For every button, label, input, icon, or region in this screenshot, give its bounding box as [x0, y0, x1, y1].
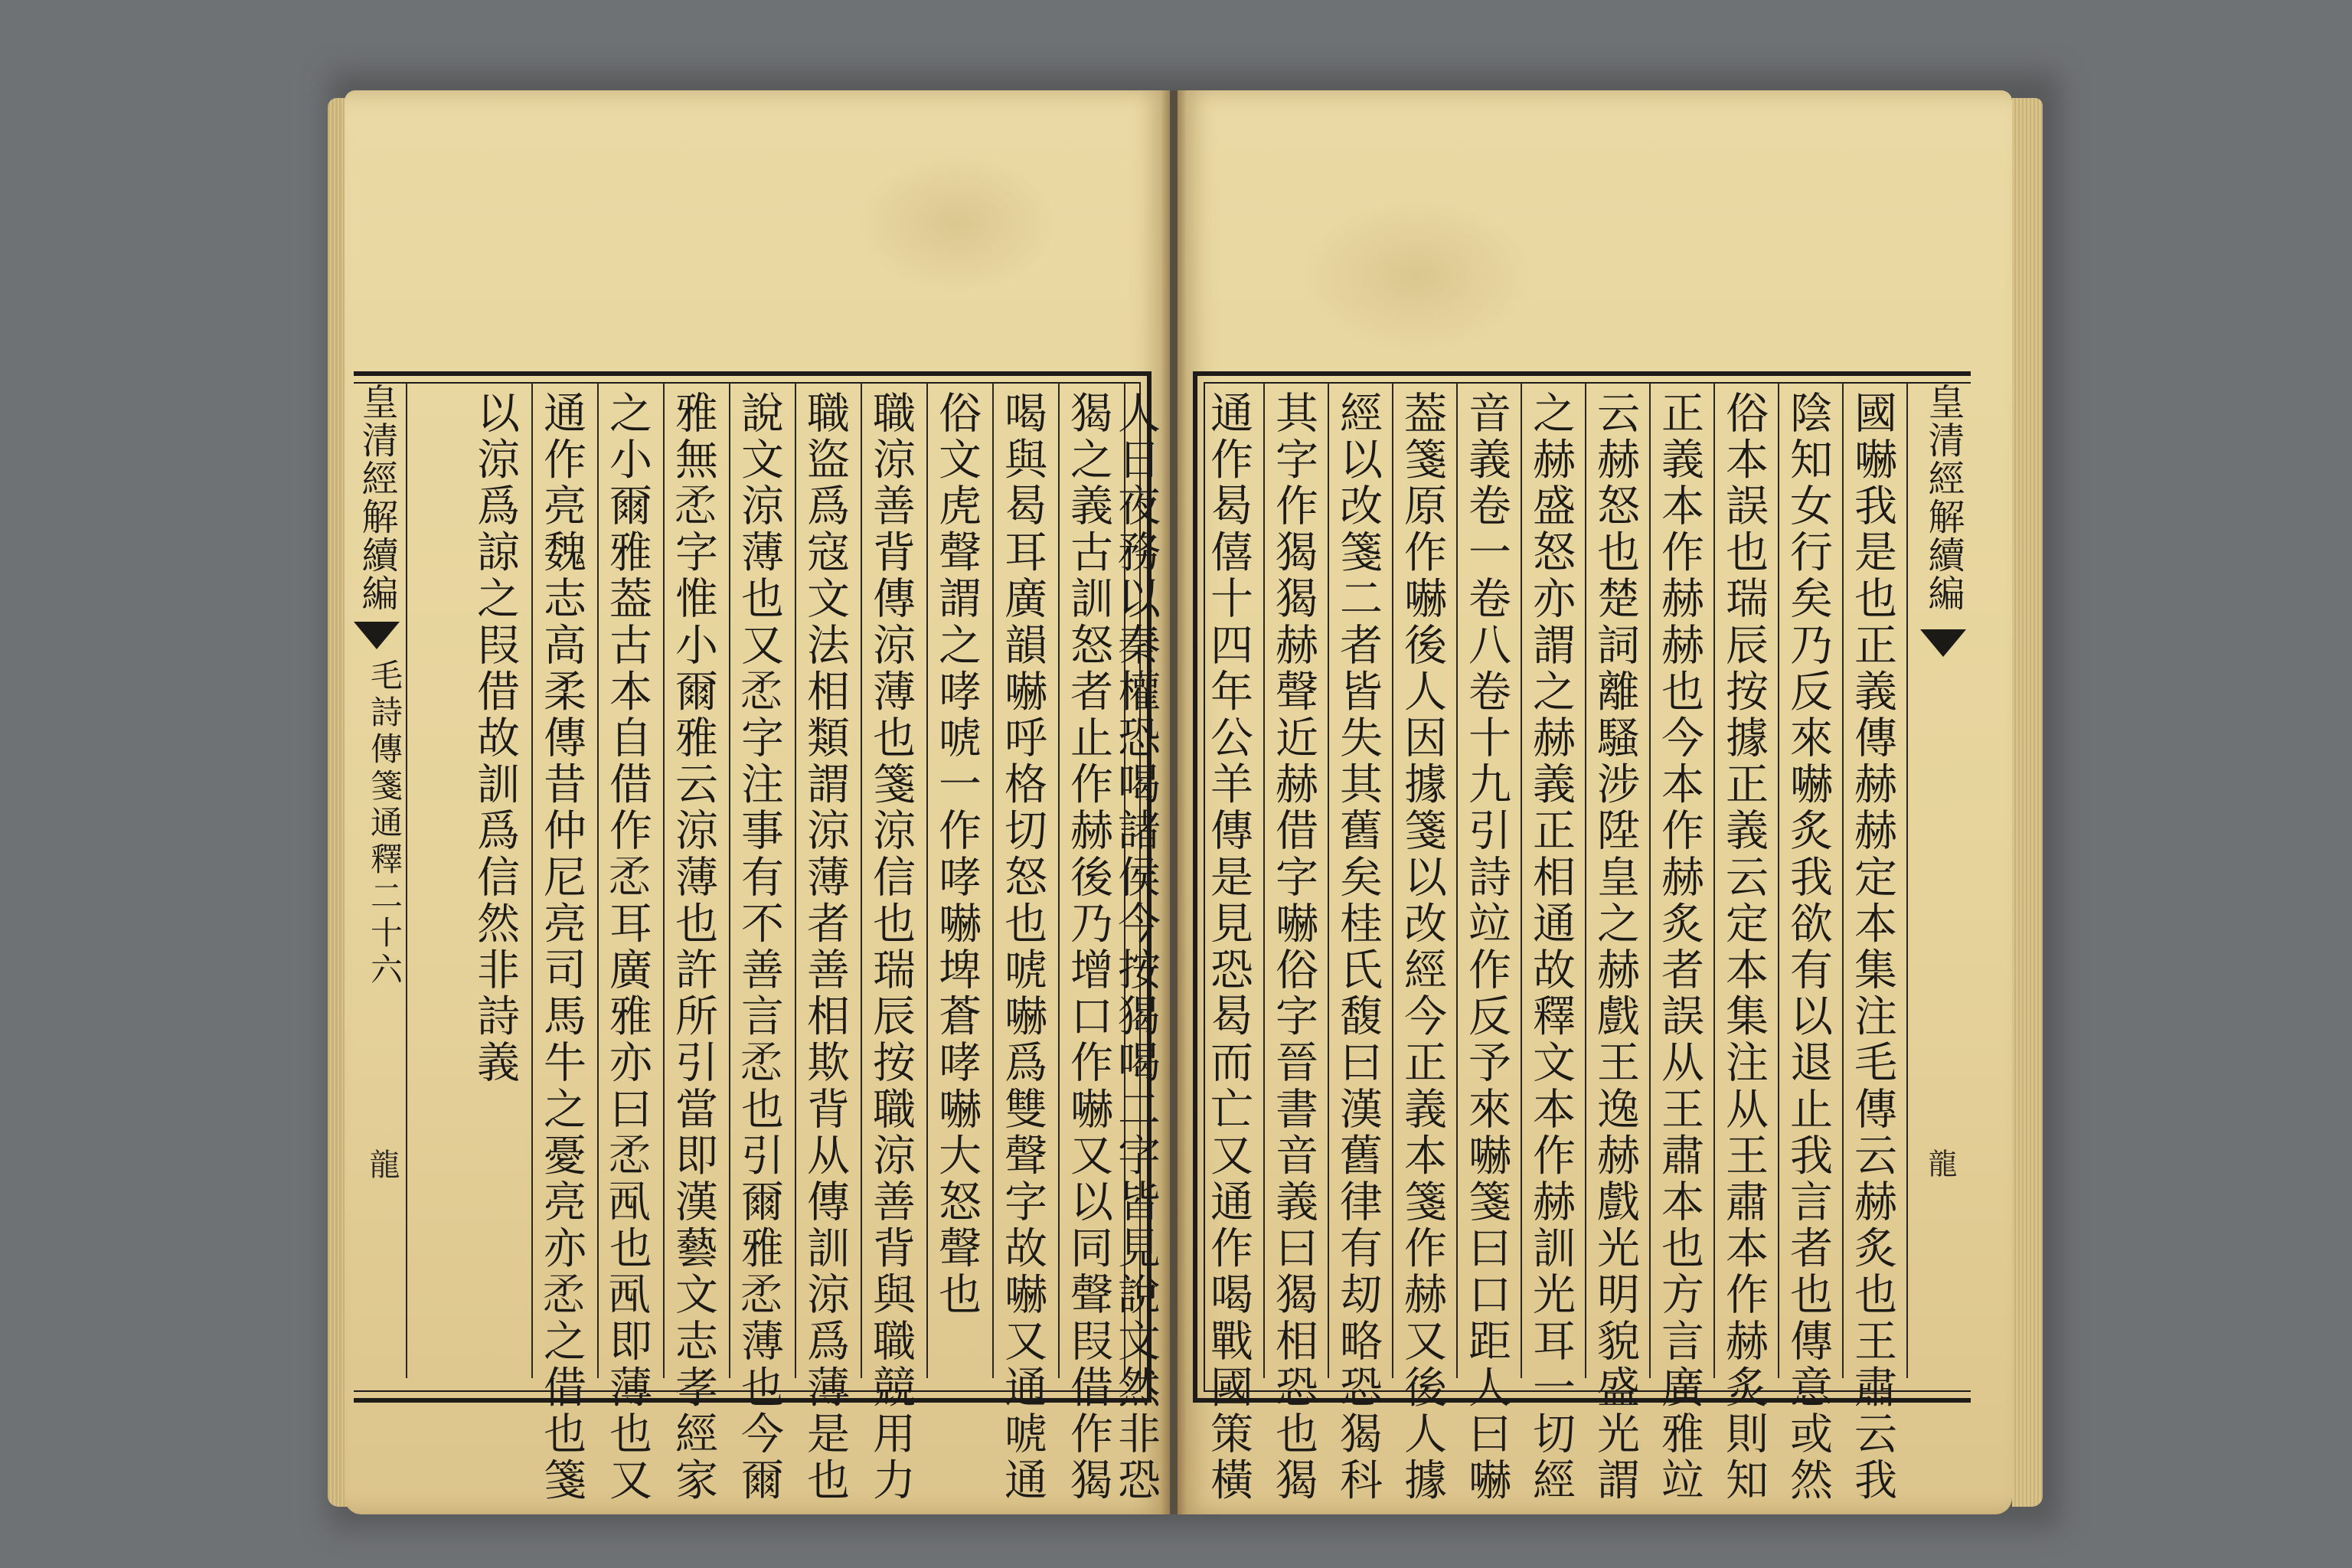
right-column-11: 通作曷僖十四年公羊傳是見恐曷而亡又通作喝戰國策橫 [1204, 390, 1253, 1504]
column-rule [1842, 383, 1844, 1378]
column-rule [1328, 383, 1329, 1378]
left-column-4: 俗文虎聲謂之哮唬一作哮嚇埤蒼哮嚇大怒聲也 [932, 390, 982, 1318]
column-rule [597, 383, 599, 1378]
left-strip-mark: 龍 [364, 1148, 400, 1179]
left-column-3: 喝與曷耳廣韻嚇呼格切怒也唬嚇爲雙聲字故嚇又通唬通 [998, 390, 1047, 1504]
column-rule [1713, 383, 1715, 1378]
right-page-edge [2012, 98, 2043, 1507]
column-rule [1456, 383, 1458, 1378]
left-column-10: 通作亮魏志高柔傳昔仲尼亮司馬牛之憂亮亦𢘅之借也箋 [537, 390, 586, 1504]
column-rule [992, 383, 994, 1378]
column-rule [729, 383, 730, 1378]
column-rule [1521, 383, 1522, 1378]
right-strip-mark: 龍 [1923, 1148, 1957, 1178]
right-column-1: 國嚇我是也正義傳赫赫定本集注毛傳云赫炙也王肅云我 [1847, 390, 1897, 1504]
right-column-4: 正義本作赫赫也今本作赫炙者誤从王肅本也方言廣雅竝 [1655, 390, 1704, 1504]
column-rule [663, 383, 665, 1378]
right-column-8: 葢箋原作嚇後人因據箋以改經今正義本箋作赫又後人據 [1397, 390, 1447, 1504]
column-rule [531, 383, 533, 1378]
paper-stain [858, 153, 1057, 291]
column-rule [1778, 383, 1779, 1378]
left-column-8: 雅無𢘅字惟小爾雅云涼薄也許所引當即漢藝文志孝經家 [668, 390, 718, 1504]
column-rule [1585, 383, 1586, 1378]
left-strip-title: 皇清經解續編 [355, 383, 398, 612]
left-column-9: 之小爾雅葢古本自借作𢘅耳廣雅亦曰𢘅𧟢也𧟢即薄也又 [603, 390, 652, 1504]
left-column-2: 猲之義古訓怒者止作赫後乃增口作嚇又以同聲叚借作猲 [1063, 390, 1113, 1504]
column-rule [861, 383, 862, 1378]
right-column-7: 音義卷一卷八卷十九引詩竝作反予來嚇箋曰口距人曰嚇 [1462, 390, 1511, 1504]
left-column-7: 說文涼薄也又𢘅字注事有不善言𢘅也引爾雅𢘅薄也今爾 [734, 390, 784, 1504]
right-column-3: 俗本誤也瑞辰按據正義云定本集注从王肅本作赫炙則知 [1719, 390, 1769, 1504]
left-column-6: 職盜爲寇文法相類謂涼薄者善相欺背从傳訓涼爲薄是也 [800, 390, 850, 1504]
column-rule [1392, 383, 1393, 1378]
right-column-9: 經以改箋二者皆失其舊矣桂氏馥曰漢舊律有刧略恐猲科 [1333, 390, 1383, 1504]
column-rule [1649, 383, 1651, 1378]
right-column-2: 陰知女行矣乃反來嚇炙我欲有以退止我言者也傳意或然 [1783, 390, 1833, 1504]
column-rule [1906, 383, 1908, 1378]
right-column-5: 云赫怒也楚詞離騷涉陞皇之赫戲王逸赫戲光明貌盛光謂 [1590, 390, 1640, 1504]
left-column-11: 以涼爲諒之叚借故訓爲信然非詩義 [470, 390, 520, 1086]
column-rule [795, 383, 796, 1378]
book-gutter [1161, 90, 1187, 1514]
column-rule [926, 383, 928, 1378]
left-column-5: 職涼善背傳涼薄也箋涼信也瑞辰按職涼善背與職競用力 [866, 390, 916, 1504]
column-rule [406, 383, 407, 1378]
left-column-1: 人日夜務以秦權恐喝諸侯今按猲喝二字皆見說文然非恐 [1111, 390, 1161, 1504]
right-column-6: 之赫盛怒亦謂之赫義正相通故釋文本作赫訓光耳一切經 [1526, 390, 1576, 1504]
right-strip-title: 皇清經解續編 [1922, 383, 1965, 612]
right-column-10: 其字作猲猲赫聲近赫借字嚇俗字晉書音義曰猲相恐也猲 [1269, 390, 1318, 1504]
paper-stain [1302, 199, 1531, 352]
column-rule [1263, 383, 1265, 1378]
left-strip-subtitle: 毛詩傳箋通釋二十六 [366, 658, 403, 989]
column-rule [1058, 383, 1060, 1378]
